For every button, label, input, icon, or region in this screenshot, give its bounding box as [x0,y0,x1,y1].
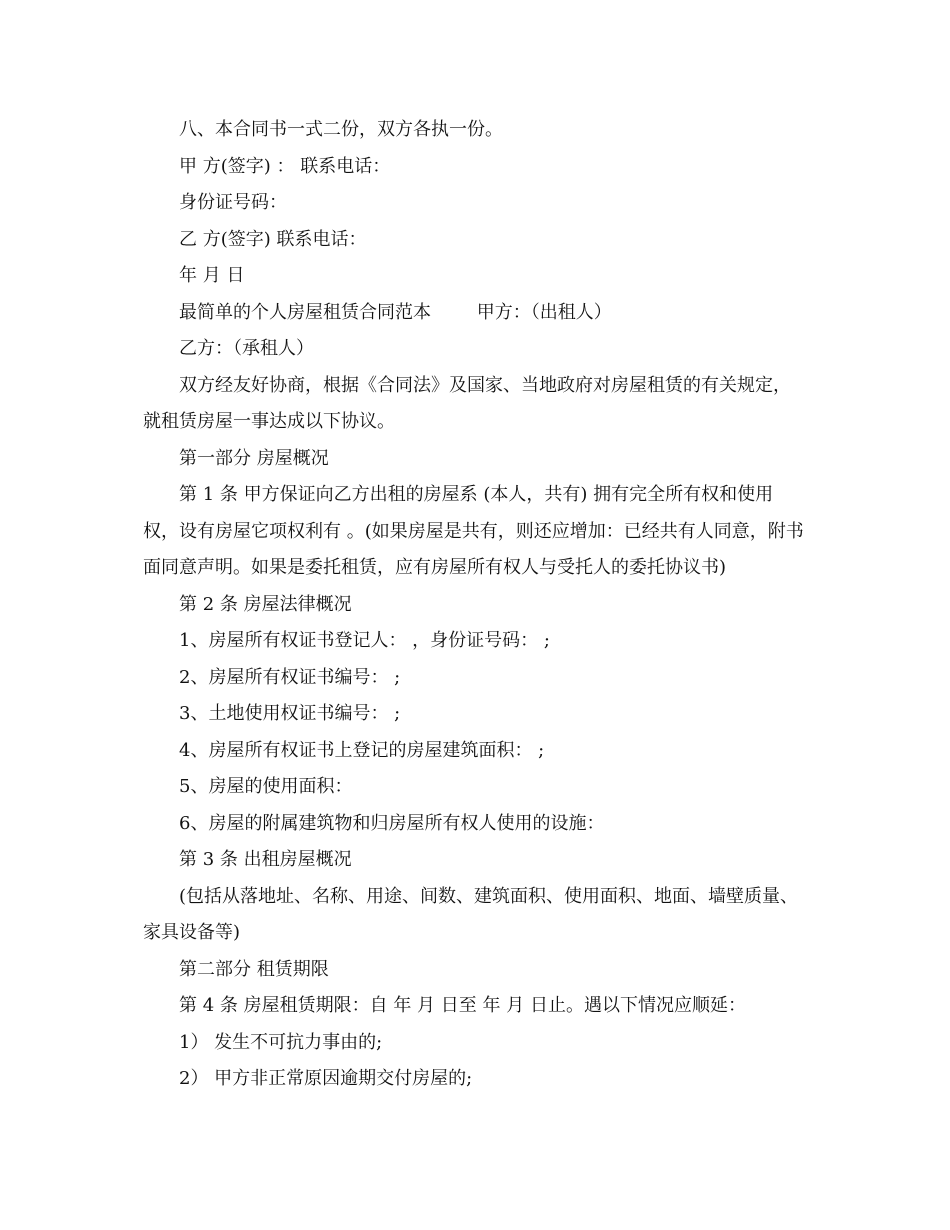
article-3-heading: 第 3 条 出租房屋概况 [179,849,352,870]
party-b-label: 乙方：（承租人） [179,338,314,359]
party-b-signature-line: 乙 方(签字) 联系电话： [179,228,367,250]
list-item-6: 6、房屋的附属建筑物和归房屋所有权人使用的设施： [179,812,605,834]
document-body [143,112,808,1098]
section-heading-part-one: 第一部分 房屋概况 [179,447,329,469]
article-4-paragraph: 第 4 条 房屋租赁期限：自 年 月 日至 年 月 日止。遇以下情况应顺延： [179,995,746,1016]
article-1-paragraph: 第 1 条 甲方保证向乙方出租的房屋系 (本人，共有) 拥有完全所有权和使用权，设有房屋它项权利有 。(如果房屋是共有，则还应增加：已经共有人同意，附书面同意声明。如果是委托租赁，应有房屋所有权人与受托人的委托协议书) [143,484,804,578]
list-item-1: 1、房屋所有权证书登记人： ，身份证号码： ; [179,630,550,651]
list-item-4: 4、房屋所有权证书上登记的房屋建筑面积： ; [179,739,545,761]
id-number-line: 身份证号码： [179,192,287,213]
date-line: 年 月 日 [179,265,245,286]
party-a-signature-line: 甲 方(签字) ： 联系电话： [179,155,391,177]
section-heading-part-two: 第二部分 租赁期限 [179,958,329,980]
list-item-2: 2、房屋所有权证书编号： ; [179,666,401,688]
contract-title-line: 最简单的个人房屋租赁合同范本 甲方：（出租人） [179,301,612,323]
list-item-3: 3、土地使用权证书编号： ; [179,703,401,724]
extension-item-1: 1） 发生不可抗力事由的; [179,1031,383,1053]
article-2-heading: 第 2 条 房屋法律概况 [179,593,352,615]
preamble-paragraph: 双方经友好协商，根据《合同法》及国家、当地政府对房屋租赁的有关规定，就租赁房屋一事达成以下协议。 [143,374,791,432]
extension-item-2: 2） 甲方非正常原因逾期交付房屋的; [179,1068,473,1089]
list-item-5: 5、房屋的使用面积： [179,776,353,797]
clause-copies: 八、本合同书一式二份，双方各执一份。 [179,119,503,140]
article-3-detail: (包括从落地址、名称、用途、间数、建筑面积、使用面积、地面、墙壁质量、家具设备等) [143,885,799,943]
